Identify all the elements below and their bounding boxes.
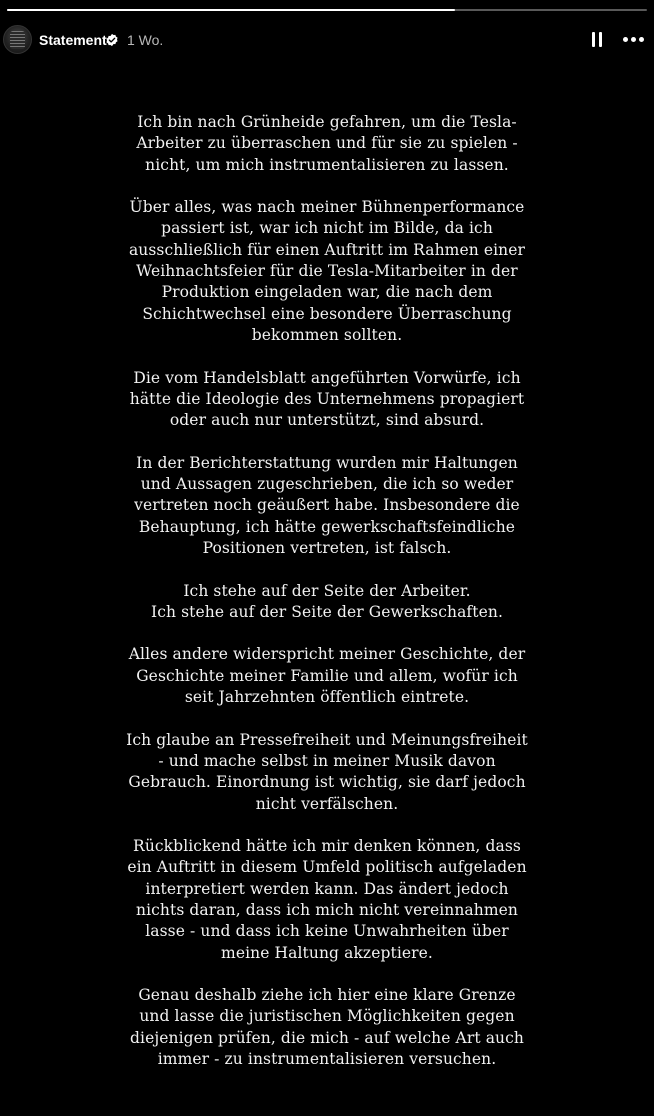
statement-line: interpretiert werden kann. Das ändert jedoch <box>145 879 509 898</box>
statement-line: Arbeiter zu überraschen und für sie zu spielen - <box>136 134 518 153</box>
statement-text <box>100 112 554 1092</box>
statement-line: oder auch nur unterstützt, sind absurd. <box>169 411 485 430</box>
statement-line: Gebrauch. Einordnung ist wichtig, sie darf jedoch <box>128 773 526 792</box>
statement-line: Ich glaube an Pressefreiheit und Meinungsfreiheit <box>126 730 528 749</box>
statement-line: nicht, um mich instrumentalisieren zu lassen. <box>145 155 509 174</box>
avatar[interactable] <box>3 25 32 54</box>
statement-line: diejenigen prüfen, die mich - auf welche Art auch <box>129 1028 525 1047</box>
story-header <box>0 22 654 58</box>
statement-line: Ich stehe auf der Seite der Arbeiter. <box>183 581 471 600</box>
story-progress-bar <box>7 9 647 11</box>
statement-line: hätte die Ideologie des Unternehmens propagiert <box>129 389 525 408</box>
story-progress-fill <box>7 9 455 11</box>
statement-line: Schichtwechsel eine besondere Überraschung <box>142 304 512 323</box>
statement-paragraph <box>100 368 554 432</box>
more-options-button[interactable] <box>621 30 647 50</box>
statement-line: bekommen sollten. <box>251 325 403 344</box>
pause-button[interactable] <box>588 30 608 50</box>
statement-line: nicht verfälschen. <box>255 794 399 813</box>
statement-line: Alles andere widerspricht meiner Geschichte, der <box>128 645 526 664</box>
statement-line: ein Auftritt in diesem Umfeld politisch aufgeladen <box>127 858 527 877</box>
statement-line: Über alles, was nach meiner Bühnenperformance <box>129 198 525 217</box>
statement-line: Weihnachtsfeier für die Tesla-Mitarbeiter in der <box>136 262 518 281</box>
statement-line: Genau deshalb ziehe ich hier eine klare Grenze <box>138 986 516 1005</box>
statement-paragraph <box>100 581 554 624</box>
statement-line: Positionen vertreten, ist falsch. <box>202 538 452 557</box>
statement-line: seit Jahrzehnten öffentlich eintrete. <box>184 688 470 707</box>
statement-paragraph <box>100 197 554 346</box>
statement-paragraph <box>100 836 554 964</box>
statement-line: Geschichte meiner Familie und allem, wofür ich <box>136 666 518 685</box>
statement-paragraph <box>100 453 554 559</box>
statement-line: Ich stehe auf der Seite der Gewerkschaften. <box>151 602 503 621</box>
username[interactable]: Statement <box>39 32 107 48</box>
statement-line: und Aussagen zugeschrieben, die ich so weder <box>140 475 514 494</box>
statement-line: Die vom Handelsblatt angeführten Vorwürfe, ich <box>133 368 521 387</box>
post-timestamp: 1 Wo. <box>127 32 164 48</box>
statement-line: meine Haltung akzeptiere. <box>221 943 433 962</box>
statement-line: In der Berichterstattung wurden mir Haltungen <box>136 453 518 472</box>
statement-paragraph <box>100 985 554 1070</box>
statement-paragraph <box>100 730 554 815</box>
statement-paragraph <box>100 112 554 176</box>
statement-line: immer - zu instrumentalisieren versuchen. <box>157 1050 497 1069</box>
statement-line: passiert ist, war ich nicht im Bilde, da ich <box>161 219 493 238</box>
statement-line: Produktion eingeladen war, die nach dem <box>161 283 493 302</box>
statement-paragraph <box>100 644 554 708</box>
statement-line: Rückblickend hätte ich mir denken können, dass <box>133 837 521 856</box>
statement-line: vertreten noch geäußert habe. Insbesondere die <box>134 496 520 515</box>
statement-line: ausschließlich für einen Auftritt im Rahmen einer <box>128 240 526 259</box>
statement-line: nichts daran, dass ich mich nicht vereinnahmen <box>135 900 519 919</box>
statement-line: Behauptung, ich hätte gewerkschaftsfeindliche <box>138 517 516 536</box>
verified-badge-icon <box>105 33 119 47</box>
statement-line: Ich bin nach Grünheide gefahren, um die Tesla- <box>137 113 517 131</box>
statement-line: und lasse die juristischen Möglichkeiten gegen <box>139 1007 515 1026</box>
statement-line: - und mache selbst in meiner Musik davon <box>158 751 496 770</box>
statement-line: lasse - und dass ich keine Unwahrheiten über <box>145 922 509 941</box>
